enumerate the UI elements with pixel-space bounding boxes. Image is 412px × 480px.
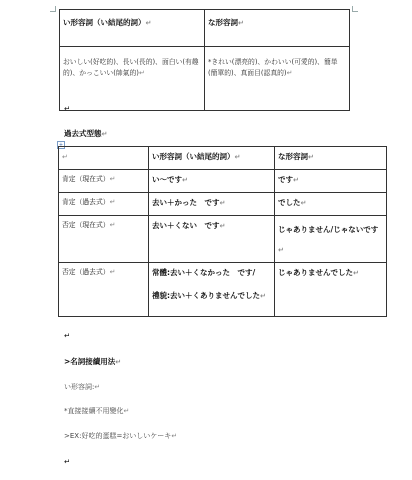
table-cell: [275, 193, 387, 216]
i-adjective-label: [64, 382, 100, 392]
table-row: [59, 193, 387, 216]
table-cell: [59, 147, 149, 170]
page-corner-mark: [352, 6, 358, 12]
i-adjective-form: 去い＋かった です: [152, 198, 220, 207]
table-cell: [205, 47, 350, 111]
table-cell: [59, 216, 149, 263]
cell-mark: ↵: [293, 176, 299, 184]
na-adjective-form: でした: [278, 198, 301, 207]
label-text: い形容詞:: [64, 383, 95, 391]
cell-mark: ↵: [219, 222, 226, 230]
table-cell: [275, 263, 387, 317]
na-adjective-form: じゃありません/じゃないです: [278, 225, 379, 234]
i-adjective-common-form: 常體:去い＋くなかった です/: [152, 268, 256, 277]
i-adjective-form: 去い＋くない です: [152, 221, 220, 230]
table-cell: [275, 147, 387, 170]
paragraph-mark: ↵: [101, 130, 108, 138]
cell-mark: ↵: [109, 175, 116, 183]
i-adjective-header: い形容詞（い結尾的詞）: [63, 18, 146, 27]
heading-text: 過去式型態: [64, 129, 102, 138]
header-i-adjective: い形容詞（い結尾的詞）: [152, 152, 235, 161]
cell-mark: ↵: [219, 199, 226, 207]
cell-mark: ↵: [353, 269, 359, 277]
paragraph-mark: ↵: [171, 432, 178, 440]
header-na-adjective: な形容詞: [278, 152, 308, 161]
row-label: 肯定（現在式）: [62, 175, 110, 183]
cell-mark: ↵: [109, 268, 116, 276]
cell-mark: ↵: [278, 245, 284, 254]
rule-line: [64, 406, 129, 416]
table-cell: [149, 263, 275, 317]
paragraph-mark: ↵: [64, 104, 71, 113]
cell-mark: ↵: [260, 292, 266, 301]
na-adjective-form: です: [278, 175, 293, 184]
table-cell: [275, 216, 387, 263]
table-row: [59, 216, 387, 263]
row-label: 否定（現在式）: [62, 221, 110, 229]
paragraph-mark: ↵: [64, 331, 71, 340]
i-adjective-form: い～です: [152, 175, 182, 184]
page-corner-mark: [50, 6, 56, 12]
table-row: [59, 170, 387, 193]
table-cell: [60, 47, 205, 111]
table-cell: [149, 216, 275, 263]
table-cell: [59, 170, 149, 193]
past-tense-heading: [64, 128, 107, 139]
cell-mark: ↵: [286, 68, 293, 77]
cell-mark: ↵: [109, 221, 116, 229]
table-cell: [60, 10, 205, 47]
paragraph-mark: ↵: [94, 383, 101, 391]
cell-mark: ↵: [138, 68, 145, 77]
cell-mark: ↵: [109, 198, 116, 206]
cell-mark: ↵: [238, 19, 244, 27]
table-row: [59, 263, 387, 317]
table-cell: [205, 10, 350, 47]
cell-mark: ↵: [300, 199, 307, 207]
rule-text: *直接接續不用變化: [64, 407, 124, 415]
row-label: 否定（過去式）: [62, 268, 110, 276]
past-tense-table: [58, 146, 387, 317]
paragraph-mark: ↵: [123, 407, 130, 415]
table-row: [59, 147, 387, 170]
table-cell: [59, 263, 149, 317]
paragraph-mark: ↵: [115, 358, 122, 366]
paragraph-mark: ↵: [64, 457, 71, 466]
heading-text: >名詞接續用法: [64, 357, 116, 366]
cell-mark: ↵: [62, 153, 68, 161]
table-cell: [59, 193, 149, 216]
na-adjective-examples: *きれい(漂亮的)、かわいい(可愛的)、簡単(簡單的)、真面目(認真的): [208, 58, 338, 77]
example-line: [64, 431, 177, 441]
i-adjective-polite-form: 禮貌:去い＋くありませんでした: [152, 291, 260, 301]
na-adjective-header: な形容詞: [208, 18, 238, 27]
table-cell: [149, 147, 275, 170]
i-adjective-examples: おいしい(好吃的)、長い(長的)、面白い(有趣的)、かっこいい(帥氣的): [63, 58, 199, 77]
row-label: 肯定（過去式）: [62, 198, 110, 206]
table-cell: [275, 170, 387, 193]
cell-mark: ↵: [182, 176, 188, 184]
example-text: >EX:好吃的蛋糕=おいしいケーキ: [64, 432, 172, 440]
table-cell: [149, 170, 275, 193]
na-adjective-form: じゃありませんでした: [278, 268, 353, 277]
noun-modifier-heading: [64, 356, 121, 367]
adjective-types-table: [59, 9, 350, 111]
cell-mark: ↵: [308, 153, 314, 161]
table-move-handle-icon[interactable]: +: [58, 142, 64, 148]
table-cell: [149, 193, 275, 216]
cell-mark: ↵: [145, 19, 152, 27]
cell-mark: ↵: [234, 153, 241, 161]
